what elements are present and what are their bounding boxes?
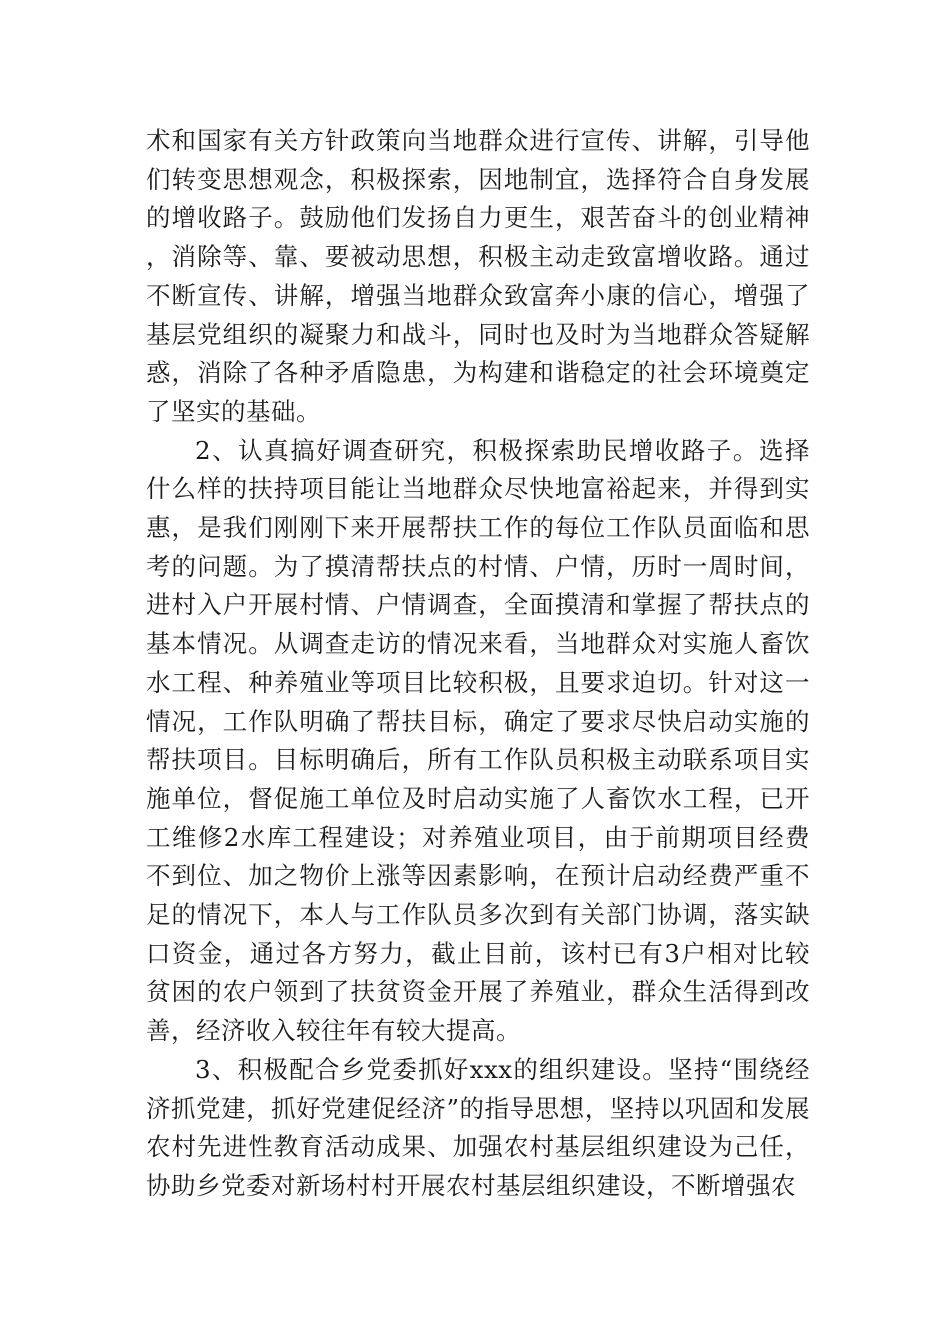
paragraph-2: 2、认真搞好调查研究，积极探索助民增收路子。选择什么样的扶持项目能让当地群众尽快地富裕起来，并得到实惠，是我们刚刚下来开展帮扶工作的每位工作队员面临和思考的问题。为了摸清帮扶点的村情、户情，历时一周时间，进村入户开展村情、户情调查，全面摸清和掌握了帮扶点的基本情况。从调查走访的情况来看，当地群众对实施人畜饮水工程、种养殖业等项目比较积极，且要求迫切。针对这一情况，工作队明确了帮扶目标，确定了要求尽快启动实施的帮扶项目。目标明确后，所有工作队员积极主动联系项目实施单位，督促施工单位及时启动实施了人畜饮水工程，已开工维修2水库工程建设；对养殖业项目，由于前期项目经费不到位、加之物价上涨等因素影响，在预计启动经费严重不足的情况下，本人与工作队员多次到有关部门协调，落实缺口资金，通过各方努力，截止目前，该村已有3户相对比较贫困的农户领到了扶贫资金开展了养殖业，群众生活得到改善，经济收入较往年有较大提高。 [146, 435, 810, 1046]
paragraph-3: 3、积极配合乡党委抓好xxx的组织建设。坚持“围绕经济抓党建，抓好党建促经济”的指导思想，坚持以巩固和发展农村先进性教育活动成果、加强农村基层组织建设为己任，协助乡党委对新场村村开展农村基层组织建设，不断增强农 [146, 1054, 810, 1200]
document-body [146, 122, 810, 1206]
paragraph-1: 术和国家有关方针政策向当地群众进行宣传、讲解，引导他们转变思想观念，积极探索，因地制宜，选择符合自身发展的增收路子。鼓励他们发扬自力更生，艰苦奋斗的创业精神，消除等、靠、要被动思想，积极主动走致富增收路。通过不断宣传、讲解，增强当地群众致富奔小康的信心，增强了基层党组织的凝聚力和战斗，同时也及时为当地群众答疑解惑，消除了各种矛盾隐患，为构建和谐稳定的社会环境奠定了坚实的基础。 [146, 126, 810, 426]
